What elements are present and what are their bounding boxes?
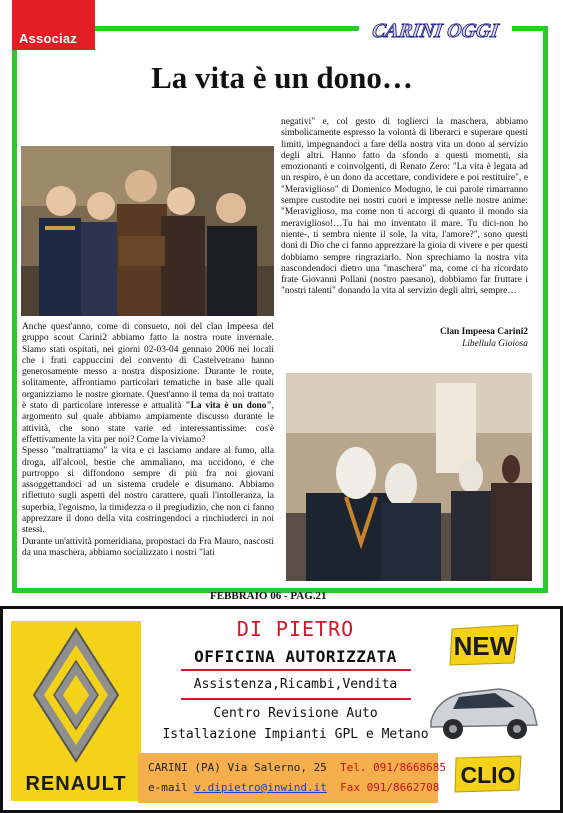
- article-right-column: [281, 117, 528, 298]
- ad-text-block: [153, 617, 438, 745]
- ad-officina-label: OFFICINA AUTORIZZATA: [194, 647, 397, 666]
- frame-left-border: [12, 50, 17, 593]
- clio-badge-icon: [453, 754, 523, 794]
- ad-revision: Centro Revisione Auto: [213, 706, 378, 721]
- article-title: La vita è un dono…: [151, 60, 413, 95]
- article-signature: Clan Impeesa Carini2: [439, 327, 528, 337]
- ad-gpl: Istallazione Impianti GPL e Metano: [162, 727, 429, 742]
- paragraph-right: negativi" e, col gesto di toglierci la maschera, abbiamo simbolicamente espresso la volontà di liberarci e superare questi limiti, impegnandoci a fare della nostra vita un dono al servizio degli altri. Hanno fatto da sfondo a questi momenti, sia emozionanti e coinvolgenti, di Renato Zero: "La vita è legata ad un respiro, è un dono da accettare, condividere e poi restituire", e "Meraviglioso" di Domenico Modugno, le cui parole rimarranno sempre custodite nei nostri cuori e impresse nelle nostre anime: "Meraviglioso, ma come non ti accorgi di quanto il mondo sia meraviglioso!…Tu hai mo inventato il mare. Tu dici-non ho niente-, ti sembra niente il sole, la vita, l'amore?", sono questi doni di Dio che ci fanno apprezzare la gioia di vivere e per questi dobbiamo sempre ringraziarlo. Non sprechiamo la nostra vita nascondendoci dietro una "maschera" ma, come ci ha ricordato frate Giovanni Pollani (nostro paesano), dobbiamo far fruttare i "nostri talenti" donando la vita al servizio degli altri, sempre…: [281, 117, 528, 297]
- renault-diamond-icon: [28, 625, 124, 765]
- ad-address-row: [148, 761, 446, 774]
- ad-fax: Fax 091/8662708: [340, 781, 440, 794]
- masthead-svg: [363, 12, 513, 52]
- paragraph-activity: Durante un'attività pomeridiana, propostaci da Fra Mauro, nascosti da una maschera, abbiamo socializzato i nostri "lati: [22, 536, 274, 558]
- paragraph-intro-text: Anche quest'anno, come di consueto, noi del clan Impeesa del gruppo scout Carini2 abbiamo fatto la nostra route invernale. Siamo stati ospitati, nei giorni 02-03-04 gennaio 2006 nei locali che i frati cappuccini del convento di Castelvetrano hanno generosamente messo a nostra disposizione. Durante le route, solitamente, affrontiamo particolari tematiche in base alle quali organizziamo le nostre giornate. Quest'anno il tema da noi trattato è stato di particolare interesse e attualità: [22, 322, 274, 412]
- paragraph-intro-tail: , argomento sul quale abbiamo ampiamente discusso durante le attività, che sono state varie ed interessantissime: cos'è effettivamente la vita per noi? Come la viviamo?: [22, 401, 274, 445]
- frame-right-border: [543, 26, 548, 593]
- advertisement-banner: [0, 606, 563, 813]
- masthead-text: CARINI OGGI: [370, 20, 500, 42]
- theme-bold: "La vita è un dono": [185, 401, 272, 412]
- section-tab-label: Associaz: [19, 31, 77, 46]
- new-badge-text: NEW: [453, 631, 515, 661]
- clio-badge-text: CLIO: [460, 762, 516, 788]
- ad-email-link[interactable]: v.dipietro@inwind.it: [194, 781, 327, 794]
- car-picture: [423, 669, 543, 749]
- section-tab: [12, 0, 95, 50]
- ad-email-label: e-mail: [148, 781, 188, 794]
- paragraph-intro: [22, 322, 274, 446]
- ad-email-row: [148, 781, 439, 794]
- article-author: Libellula Gioiosa: [462, 339, 528, 349]
- scout-group-photo: [21, 146, 274, 316]
- ad-services: Assistenza,Ricambi,Vendita: [193, 677, 398, 692]
- ad-telephone: Tel. 091/8668685: [340, 761, 447, 774]
- renault-wordmark: RENAULT: [25, 773, 127, 795]
- frame-top-border: [95, 26, 359, 31]
- ad-divider: [181, 669, 411, 671]
- article-left-column: [22, 322, 274, 559]
- masthead-logo: [363, 12, 513, 52]
- new-badge-icon: [448, 623, 522, 667]
- ad-divider: [181, 698, 411, 700]
- paragraph-reflection: Spesso "maltrattiamo" la vita e ci lasciamo andare al fumo, alla droga, all'alcool, bestie che ammaliano, ma uccidono, e che purtroppo si diffondono sempre di più fra noi giovani assoggettandoci ad un sistema crudele e disumano. Abbiamo riflettuto sugli aspetti del nostro carattere, quali l'intolleranza, la superbia, l'egoismo, la timidezza o il pregiudizio, che non ci fanno apprezzare il dono della vita costringendoci a rinchiuderci in noi stessi.: [22, 446, 274, 536]
- ad-contact-box: [138, 753, 447, 803]
- ad-brand-name: DI PIETRO: [236, 617, 355, 641]
- page-folio: FEBBRAIO 06 - PAG.21: [210, 590, 327, 602]
- masked-scouts-photo: [286, 373, 532, 581]
- renault-logo-panel: [11, 621, 141, 801]
- ad-address: CARINI (PA) Via Salerno, 25: [148, 761, 327, 774]
